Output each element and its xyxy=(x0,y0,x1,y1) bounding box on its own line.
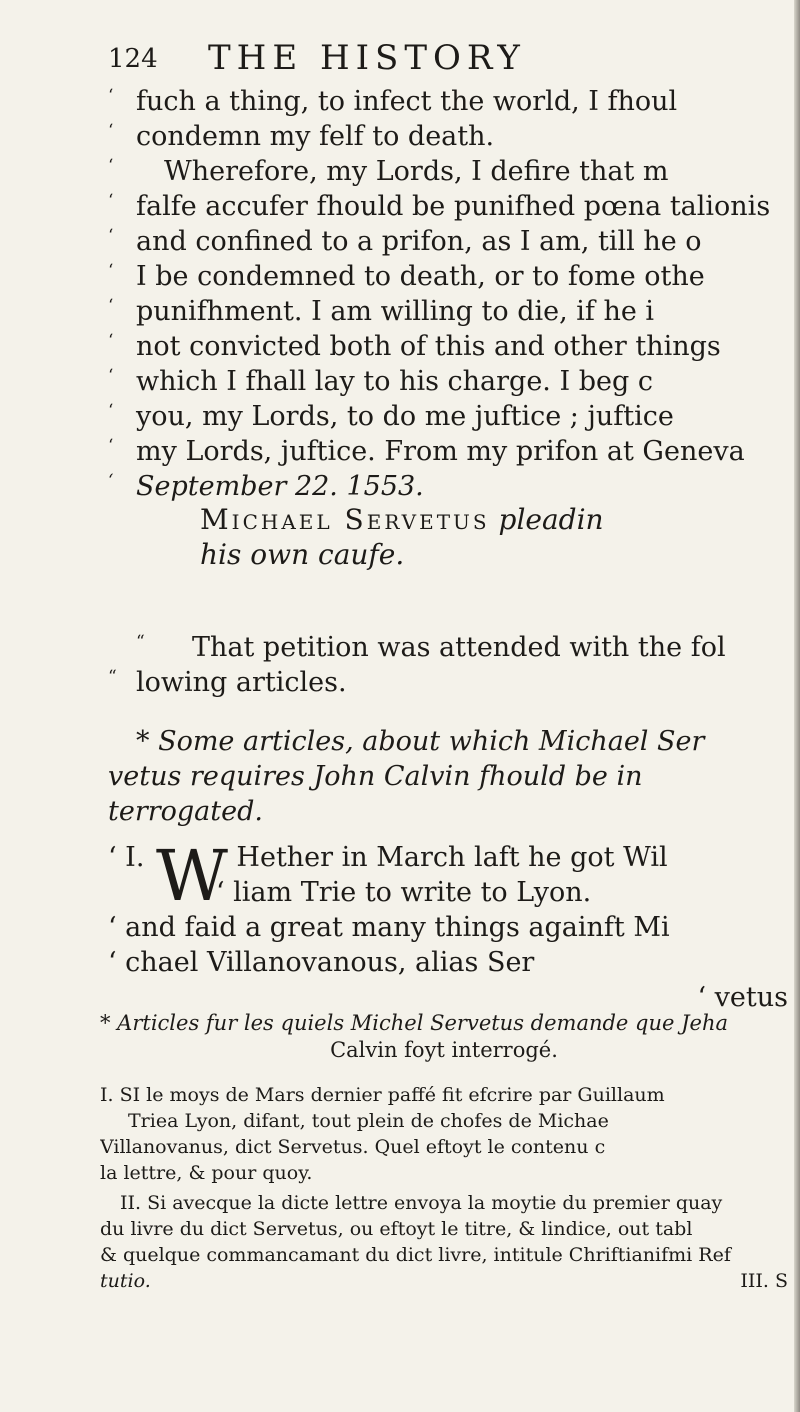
text-line: II. Si avecque la dicte lettre envoya la moytie du premier quay xyxy=(120,1192,723,1214)
text-line: ‘ I be condemned to death, or to fome othe xyxy=(108,261,705,292)
text-line: ‘ chael Villanovanous, alias Ser xyxy=(108,947,535,978)
catchword: III. S xyxy=(740,1270,788,1292)
text-line: ‘ punifhment. I am willing to die, if he i xyxy=(108,296,655,327)
text-line: tutio. III. S xyxy=(100,1270,788,1292)
text-line: “ lowing articles. xyxy=(108,667,347,698)
french-article-two xyxy=(100,1190,788,1294)
text-line: ‘ I. Hether in March laft he got Wil xyxy=(108,842,668,873)
text-line: ‘ vetus xyxy=(697,982,788,1013)
french-article-one xyxy=(100,1082,788,1186)
text-line: terrogated. xyxy=(108,796,263,827)
text-line: Villanovanus, dict Servetus. Quel eftoyt le contenu c xyxy=(100,1136,606,1158)
page-number: 124 xyxy=(108,44,158,74)
text-line: ‘ liam Trie to write to Lyon. xyxy=(216,877,592,908)
text-line: vetus requires John Calvin fhould be in xyxy=(108,761,643,792)
page-edge xyxy=(794,0,800,1412)
text-line: & quelque commancamant du dict livre, intitule Chriftianifmi Ref xyxy=(100,1244,731,1266)
text-line: ‘ you, my Lords, to do me juftice ; juftice xyxy=(108,401,674,432)
text-line: ‘ Wherefore, my Lords, I defire that m xyxy=(108,156,669,187)
text-line: Calvin foyt interrogé. xyxy=(330,1038,558,1062)
text-line: ‘ and faid a great many things againft Mi xyxy=(108,912,670,943)
text-line: ‘ condemn my felf to death. xyxy=(108,121,495,152)
signatory-name: Michael Servetus xyxy=(200,503,490,536)
text-line: Triea Lyon, difant, tout plein de chofes de Michae xyxy=(128,1110,609,1132)
text-line: I. SI le moys de Mars dernier paffé fit efcrire par Guillaum xyxy=(100,1084,665,1106)
text-line: la lettre, & pour quoy. xyxy=(100,1162,313,1184)
articles-heading xyxy=(108,724,788,829)
signature-line: his own caufe. xyxy=(200,538,405,571)
text-line: ‘ September 22. 1553. xyxy=(108,471,424,502)
drop-cap: W xyxy=(156,835,228,917)
signature-block xyxy=(200,502,788,572)
petition-text xyxy=(108,84,788,504)
signature-line: Michael Servetus pleadin xyxy=(200,503,604,536)
french-heading xyxy=(100,1010,788,1064)
text-line: * Some articles, about which Michael Ser xyxy=(136,726,705,757)
text-line: ‘ not convicted both of this and other things xyxy=(108,331,721,362)
text-line: ‘ which I fhall lay to his charge. I beg c xyxy=(108,366,653,397)
text-line: du livre du dict Servetus, ou eftoyt le titre, & lindice, out tabl xyxy=(100,1218,693,1240)
text-line: ‘ falfe accufer fhould be punifhed pœna talionis xyxy=(108,191,771,222)
text-line: ‘ fuch a thing, to infect the world, I fhoul xyxy=(108,86,678,117)
page-header xyxy=(108,38,788,78)
text-line: ‘ my Lords, juftice. From my prifon at Geneva xyxy=(108,436,745,467)
running-head: THE HISTORY xyxy=(208,38,526,78)
petition-note xyxy=(108,630,788,700)
text-line: “ That petition was attended with the fol xyxy=(136,632,726,663)
text-line: * Articles fur les quiels Michel Servetus demande que Jeha xyxy=(100,1011,729,1035)
article-one xyxy=(108,835,788,1015)
text-line: ‘ and confined to a prifon, as I am, till he o xyxy=(108,226,702,257)
